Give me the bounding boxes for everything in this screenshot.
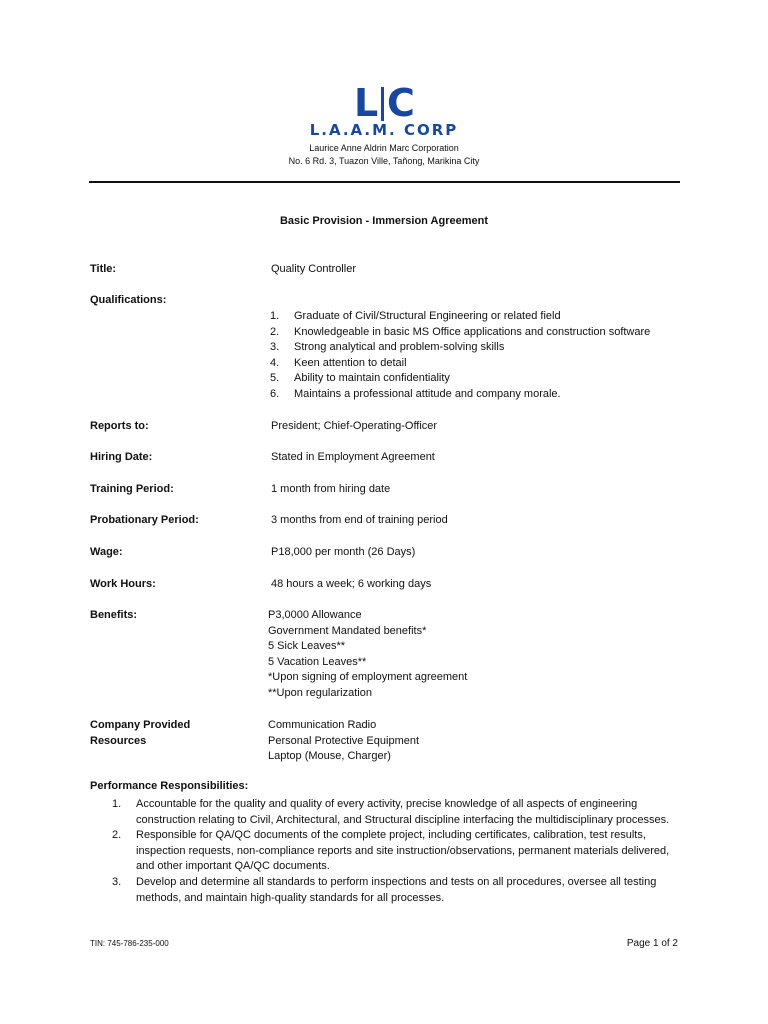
list-item: 5 Vacation Leaves**	[268, 655, 367, 668]
list-item: Personal Protective Equipment	[268, 734, 420, 747]
list-item: Communication Radio	[268, 719, 377, 731]
lc-logo-mark	[352, 81, 416, 125]
list-item: 3. Develop and determine all standards to perform inspections and tests on all procedures, oversee all testing methods, and maintain high-quality standards for all processes.	[112, 875, 657, 904]
hiring-date-label: Hiring Date:	[90, 451, 153, 463]
wage-label: Wage:	[90, 546, 123, 558]
list-item: P3,0000 Allowance	[268, 609, 362, 621]
probationary-period-value: 3 months from end of training period	[271, 514, 448, 526]
list-item: 1. Accountable for the quality and quality of every activity, precise knowledge of all aspects of engineering construction relating to Civil, Architectural, and Structural discipline interfacing the multidisciplinary processes.	[112, 798, 670, 826]
title-label: Title:	[90, 263, 117, 275]
training-period-value: 1 month from hiring date	[271, 483, 391, 495]
list-item: 2. Knowledgeable in basic MS Office applications and construction software	[270, 325, 651, 338]
hiring-date-value: Stated in Employment Agreement	[271, 451, 435, 463]
company-address: No. 6 Rd. 3, Tuazon Ville, Tañong, Marikina City	[288, 156, 480, 166]
list-item: 6. Maintains a professional attitude and company morale.	[270, 387, 561, 400]
list-item: **Upon regularization	[268, 686, 372, 699]
probationary-period-label: Probationary Period:	[90, 514, 199, 526]
list-item: 5 Sick Leaves**	[268, 640, 346, 653]
company-full-name: Laurice Anne Aldrin Marc Corporation	[309, 143, 459, 153]
resources-label-line2: Resources	[90, 735, 147, 747]
list-item: *Upon signing of employment agreement	[268, 671, 468, 684]
wage-value: P18,000 per month (26 Days)	[271, 546, 416, 558]
list-item: Government Mandated benefits*	[268, 624, 427, 637]
logo-divider-bar	[381, 87, 384, 121]
reports-to-label: Reports to:	[90, 420, 149, 432]
reports-to-value: President; Chief-Operating-Officer	[271, 420, 438, 432]
list-item: Laptop (Mouse, Charger)	[268, 750, 391, 763]
header-divider	[89, 181, 680, 183]
work-hours-value: 48 hours a week; 6 working days	[271, 578, 432, 590]
performance-heading: Performance Responsibilities:	[90, 780, 249, 792]
work-hours-label: Work Hours:	[90, 578, 156, 590]
benefits-label: Benefits:	[90, 609, 138, 621]
footer-page-number: Page 1 of 2	[626, 938, 678, 949]
qualifications-list	[270, 309, 650, 403]
training-period-label: Training Period:	[90, 483, 174, 495]
document-title: Basic Provision - Immersion Agreement	[279, 215, 489, 227]
list-item: 5. Ability to maintain confidentiality	[270, 372, 450, 385]
resources-list	[268, 718, 419, 765]
footer-tin: TIN: 745-786-235-000	[90, 939, 169, 948]
list-item: 1. Graduate of Civil/Structural Engineering or related field	[270, 310, 561, 322]
list-item: 2. Responsible for QA/QC documents of the complete project, including certificates, calibration, test results, inspection requests, non-compliance reports and site instruction/observations, permanent materials delivered, and other important QA/QC documents.	[112, 829, 670, 873]
resources-label-line1: Company Provided	[90, 719, 191, 731]
benefits-list	[268, 608, 467, 702]
logo-letter-l: L	[354, 81, 379, 125]
list-item: 3. Strong analytical and problem-solving skills	[270, 341, 505, 354]
performance-list	[112, 797, 680, 906]
qualifications-label: Qualifications:	[90, 294, 167, 306]
logo-letter-c: C	[387, 81, 415, 125]
title-value: Quality Controller	[271, 263, 356, 275]
list-item: 4. Keen attention to detail	[270, 356, 407, 369]
company-name: L.A.A.M. CORP	[309, 121, 459, 139]
